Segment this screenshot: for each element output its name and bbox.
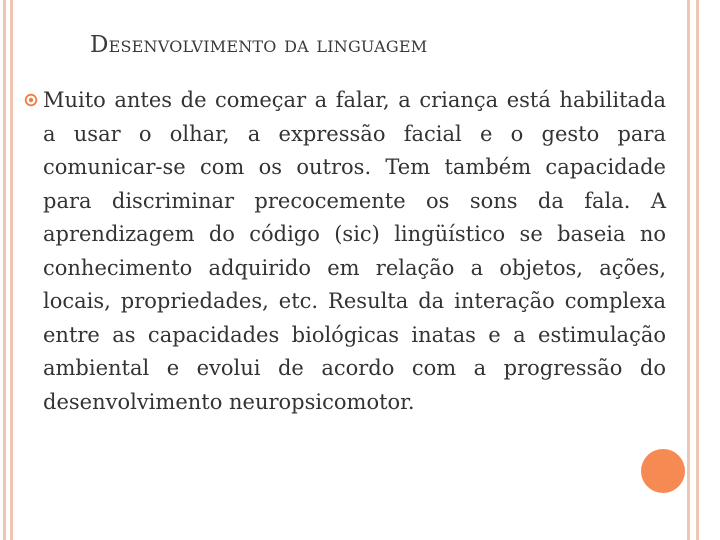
decorative-orange-circle <box>641 449 685 493</box>
orange-bullet-icon <box>23 93 39 109</box>
bullet-paragraph: Muito antes de começar a falar, a criança está habilitada a usar o olhar, a expressão facial e o gesto para comunicar-se com os outros. Tem também capacidade para discriminar precocemente os sons da fala. A aprendizagem do código (sic) lingüístico se baseia no conhecimento adquirido em relação a objetos, ações, locais, propriedades, etc. Resulta da interação complexa entre as capacidades biológicas inatas e a estimulação ambiental e evolui de acordo com a progressão do desenvolvimento neuropsicomotor. <box>43 88 666 414</box>
slide-right-edge-stripe <box>696 0 699 540</box>
slide-left-edge-stripe <box>3 0 6 540</box>
slide-title: Desenvolvimento da linguagem <box>90 32 428 58</box>
